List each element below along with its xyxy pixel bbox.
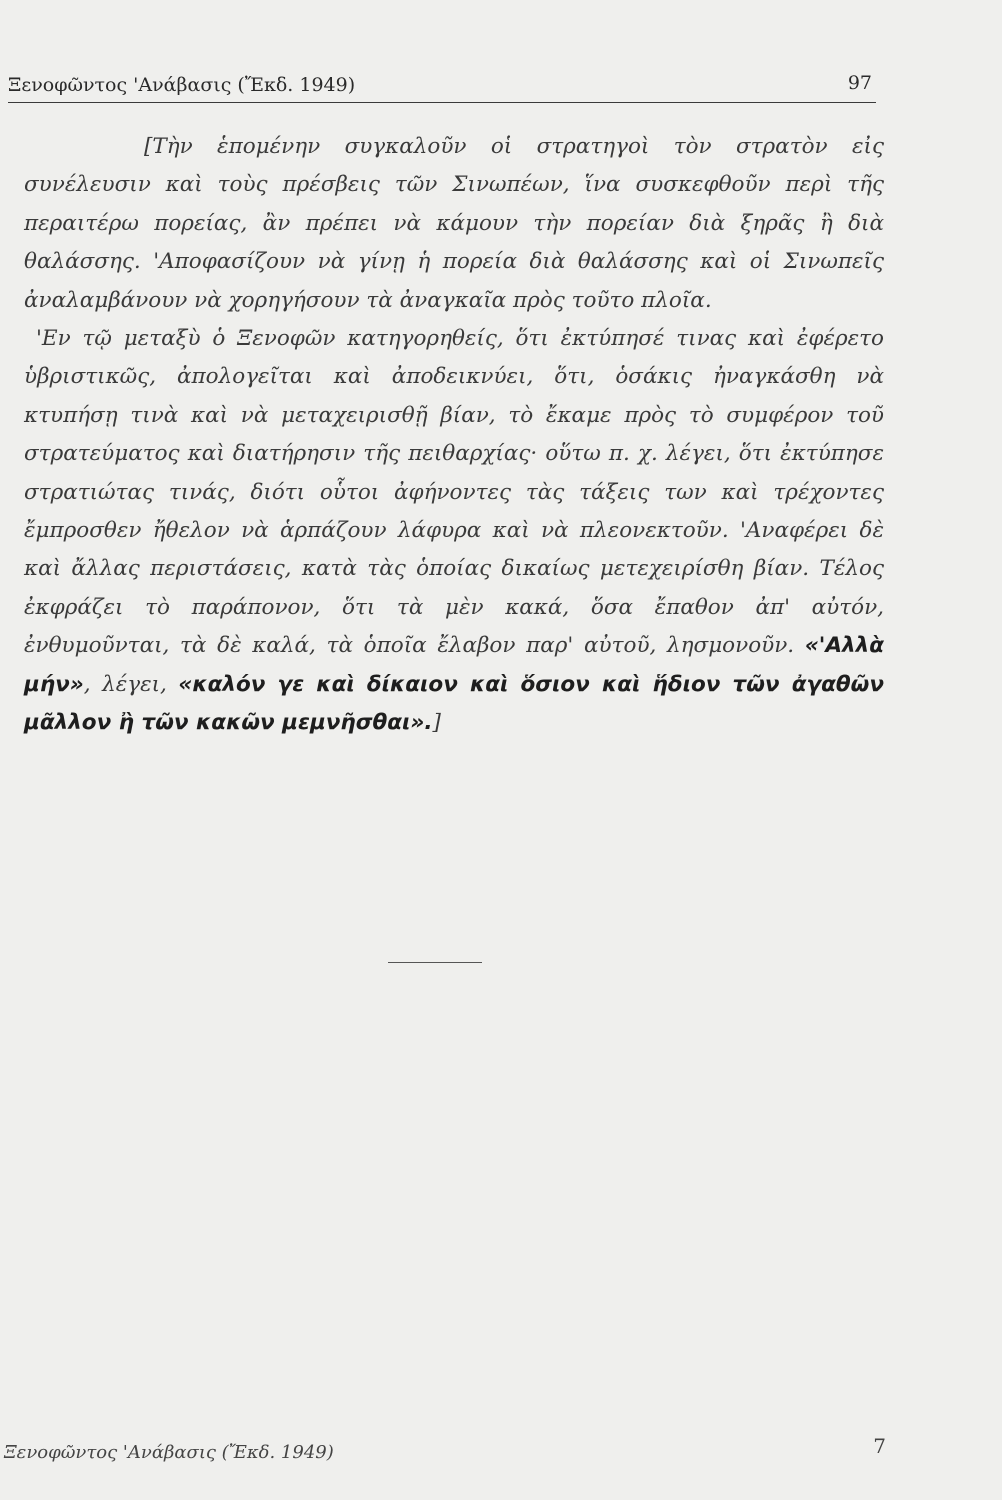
body-text xyxy=(24,128,884,743)
running-header xyxy=(8,72,876,103)
paragraph-defense xyxy=(24,320,884,742)
closing-bracket: ] xyxy=(432,710,441,736)
quote-connector: , λέγει, xyxy=(83,671,167,697)
section-divider xyxy=(388,962,482,963)
paragraph-summary: [Τὴν ἑπομένην συγκαλοῦν οἱ στρατηγοὶ τὸν στρατὸν εἰς συνέλευσιν καὶ τοὺς πρέσβεις τῶν Σινωπέων, ἵνα συσκεφθοῦν περὶ τῆς περαιτέρω πορείας, ἂν πρέπει νὰ κάμουν τὴν πορείαν διὰ ξηρᾶς ἢ διὰ θαλάσσης. 'Αποφασίζουν νὰ γίνῃ ἡ πορεία διὰ θαλάσσης καὶ οἱ Σινωπεῖς ἀναλαμβάνουν νὰ χορηγήσουν τὰ ἀναγκαῖα πρὸς τοῦτο πλοῖα. xyxy=(24,134,884,313)
greek-quote-opening: «'Αλλὰ μήν» xyxy=(24,633,884,697)
running-title: Ξενοφῶντος 'Ανάβασις (Ἔκδ. 1949) xyxy=(8,74,356,96)
greek-quote-main: «καλόν γε καὶ δίκαιον καὶ ὅσιον καὶ ἥδιον τῶν ἀγαθῶν μᾶλλον ἢ τῶν κακῶν μεμνῆσθαι». xyxy=(24,671,884,736)
page-number: 97 xyxy=(847,72,872,94)
footer-signature-number: 7 xyxy=(873,1434,886,1458)
paragraph-defense-text: 'Εν τῷ μεταξὺ ὁ Ξενοφῶν κατηγορηθείς, ὅτι ἐκτύπησέ τινας καὶ ἐφέρετο ὑβριστικῶς, ἀπολογεῖται καὶ ἀποδεικνύει, ὅτι, ὁσάκις ἠναγκάσθη νὰ κτυπήσῃ τινὰ καὶ νὰ μεταχειρισθῇ βίαν, τὸ ἔκαμε πρὸς τὸ συμφέρον τοῦ στρατεύματος καὶ διατήρησιν τῆς πειθαρχίας· οὕτω π. χ. λέγει, ὅτι ἐκτύπησε στρατιώτας τινάς, διότι οὗτοι ἀφήνοντες τὰς τάξεις των καὶ τρέχοντες ἔμπροσθεν ἤθελον νὰ ἁρπάζουν λάφυρα καὶ νὰ πλεονεκτοῦν. 'Αναφέρει δὲ καὶ ἄλλας περιστάσεις, κατὰ τὰς ὁποίας δικαίως μετεχειρίσθη βίαν. Τέλος ἐκφράζει τὸ παράπονον, ὅτι τὰ μὲν κακά, ὅσα ἔπαθον ἀπ' αὐτόν, ἐνθυμοῦνται, τὰ δὲ καλά, τὰ ὁποῖα ἔλαβον παρ' αὐτοῦ, λησμονοῦν. xyxy=(24,326,884,659)
footer-signature: Ξενοφῶντος 'Ανάβασις (Ἔκδ. 1949) xyxy=(4,1442,334,1463)
